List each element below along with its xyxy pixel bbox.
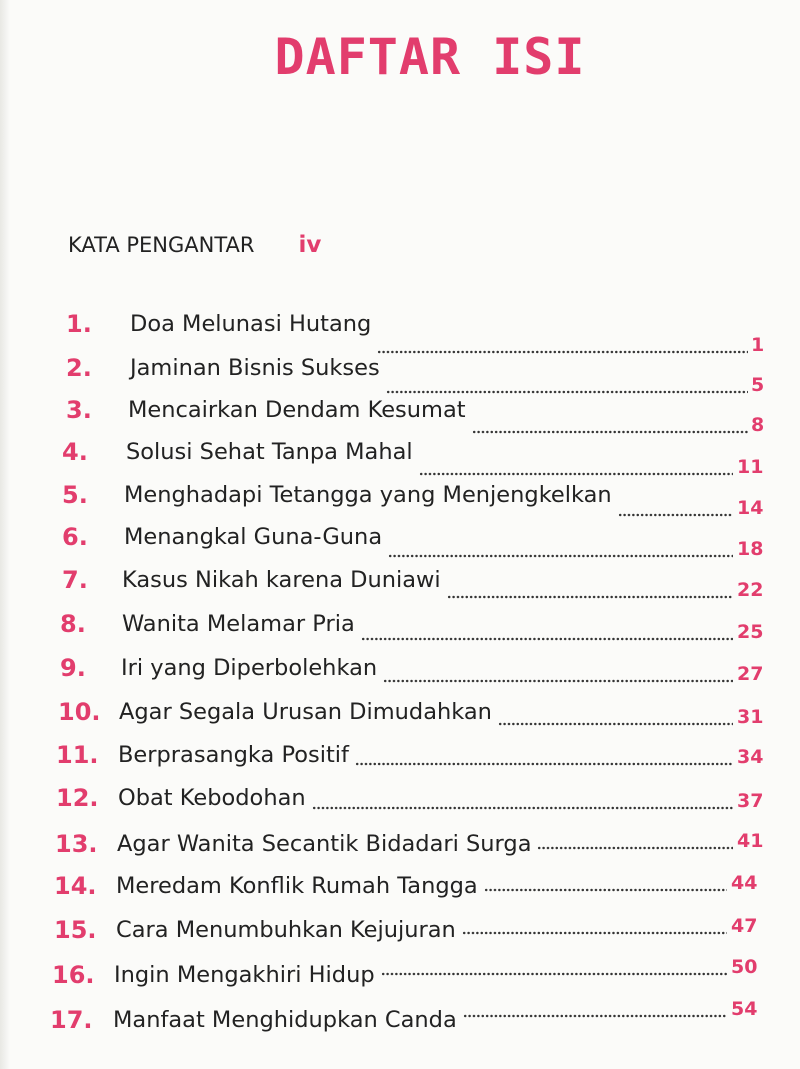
toc-entry-page-number: 44 bbox=[731, 872, 758, 894]
toc-entry-number: 4. bbox=[62, 438, 88, 466]
toc-entry-title: Solusi Sehat Tanpa Mahal bbox=[126, 439, 413, 465]
toc-entry-page-number: 25 bbox=[737, 621, 764, 643]
toc-entry-number: 17. bbox=[50, 1006, 93, 1034]
preface-page-number: iv bbox=[298, 232, 322, 258]
toc-entry-number: 10. bbox=[58, 698, 101, 726]
toc-entry[interactable] bbox=[0, 653, 800, 683]
toc-entry-number: 16. bbox=[52, 961, 95, 989]
toc-entry[interactable] bbox=[0, 565, 800, 601]
toc-entry-title: Meredam Konflik Rumah Tangga bbox=[116, 873, 478, 899]
toc-entry-title: Ingin Mengakhiri Hidup bbox=[114, 962, 375, 988]
toc-entry-title: Doa Melunasi Hutang bbox=[130, 311, 372, 337]
toc-entry-title: Cara Menumbuhkan Kejujuran bbox=[116, 917, 456, 943]
toc-entry[interactable] bbox=[0, 437, 800, 478]
toc-entry-title: Agar Wanita Secantik Bidadari Surga bbox=[117, 831, 532, 857]
toc-entry-page-number: 8 bbox=[751, 414, 765, 436]
toc-entry-page-number: 47 bbox=[731, 915, 758, 937]
toc-entry[interactable] bbox=[0, 609, 800, 643]
toc-entry[interactable] bbox=[0, 522, 800, 560]
toc-entry-title: Wanita Melamar Pria bbox=[122, 611, 355, 637]
toc-entry[interactable] bbox=[0, 998, 800, 1035]
toc-dot-leader bbox=[462, 931, 727, 935]
toc-entry-page-number: 41 bbox=[737, 830, 764, 852]
toc-entry-page-number: 1 bbox=[751, 334, 765, 356]
toc-entry[interactable] bbox=[0, 740, 800, 770]
toc-dot-leader bbox=[355, 762, 733, 766]
toc-entry-number: 2. bbox=[66, 354, 92, 382]
toc-dot-leader bbox=[463, 1014, 727, 1018]
toc-dot-leader bbox=[472, 430, 748, 434]
toc-dot-leader bbox=[386, 390, 748, 394]
toc-dot-leader bbox=[381, 972, 727, 976]
toc-dot-leader bbox=[388, 554, 733, 558]
toc-dot-leader bbox=[312, 806, 733, 810]
toc-entry-number: 6. bbox=[62, 523, 88, 551]
toc-entry[interactable] bbox=[0, 353, 800, 396]
toc-entry-number: 12. bbox=[56, 784, 99, 812]
toc-entry-number: 7. bbox=[62, 566, 88, 594]
toc-entry-number: 1. bbox=[66, 310, 92, 338]
toc-entry-number: 15. bbox=[54, 916, 97, 944]
toc-entry-page-number: 34 bbox=[737, 746, 764, 768]
toc-entry-page-number: 27 bbox=[737, 663, 764, 685]
toc-entry[interactable] bbox=[0, 956, 800, 990]
toc-entry[interactable] bbox=[0, 871, 800, 901]
page-title: DAFTAR ISI bbox=[274, 28, 586, 86]
toc-dot-leader bbox=[484, 888, 727, 892]
toc-entry-title: Jaminan Bisnis Sukses bbox=[130, 355, 380, 381]
toc-entry-title: Mencairkan Dendam Kesumat bbox=[128, 397, 466, 423]
toc-entry[interactable] bbox=[0, 395, 800, 436]
toc-entry-number: 8. bbox=[60, 610, 86, 638]
toc-entry-title: Obat Kebodohan bbox=[118, 785, 306, 811]
toc-entry[interactable] bbox=[0, 697, 800, 727]
toc-entry-page-number: 22 bbox=[737, 579, 764, 601]
toc-entry-page-number: 54 bbox=[731, 998, 758, 1020]
toc-entry[interactable] bbox=[0, 783, 800, 813]
toc-entry-number: 3. bbox=[66, 396, 92, 424]
toc-entry-title: Menghadapi Tetangga yang Menjengkelkan bbox=[124, 482, 612, 508]
toc-entry-title: Manfaat Menghidupkan Canda bbox=[113, 1007, 457, 1033]
toc-entry-page-number: 37 bbox=[737, 790, 764, 812]
toc-entry[interactable] bbox=[0, 829, 800, 859]
toc-entry-number: 14. bbox=[54, 872, 97, 900]
toc-dot-leader bbox=[447, 595, 733, 599]
toc-entry[interactable] bbox=[0, 915, 800, 945]
toc-entry-page-number: 14 bbox=[737, 497, 764, 519]
toc-entry-page-number: 5 bbox=[751, 374, 765, 396]
toc-entry-title: Berprasangka Positif bbox=[118, 742, 349, 768]
toc-entry[interactable] bbox=[0, 480, 800, 519]
toc-dot-leader bbox=[618, 513, 733, 517]
toc-entry-number: 11. bbox=[56, 741, 99, 769]
toc-entry-page-number: 11 bbox=[737, 456, 764, 478]
toc-entry-title: Menangkal Guna-Guna bbox=[124, 524, 383, 550]
toc-entry-title: Iri yang Diperbolehkan bbox=[121, 655, 378, 681]
toc-entry-page-number: 50 bbox=[731, 956, 758, 978]
toc-dot-leader bbox=[419, 472, 733, 476]
toc-entry-title: Kasus Nikah karena Duniawi bbox=[122, 567, 441, 593]
toc-dot-leader bbox=[383, 679, 733, 683]
toc-dot-leader bbox=[498, 722, 733, 726]
toc-dot-leader bbox=[361, 637, 733, 641]
toc-entry-number: 13. bbox=[55, 830, 98, 858]
toc-entry[interactable] bbox=[0, 309, 800, 356]
toc-entry-page-number: 31 bbox=[737, 706, 764, 728]
preface-label: KATA PENGANTAR bbox=[68, 233, 255, 257]
toc-entry-number: 9. bbox=[60, 654, 86, 682]
toc-entry-number: 5. bbox=[62, 481, 88, 509]
toc-entry-title: Agar Segala Urusan Dimudahkan bbox=[119, 699, 492, 725]
toc-dot-leader bbox=[537, 846, 733, 850]
toc-entry-page-number: 18 bbox=[737, 538, 764, 560]
